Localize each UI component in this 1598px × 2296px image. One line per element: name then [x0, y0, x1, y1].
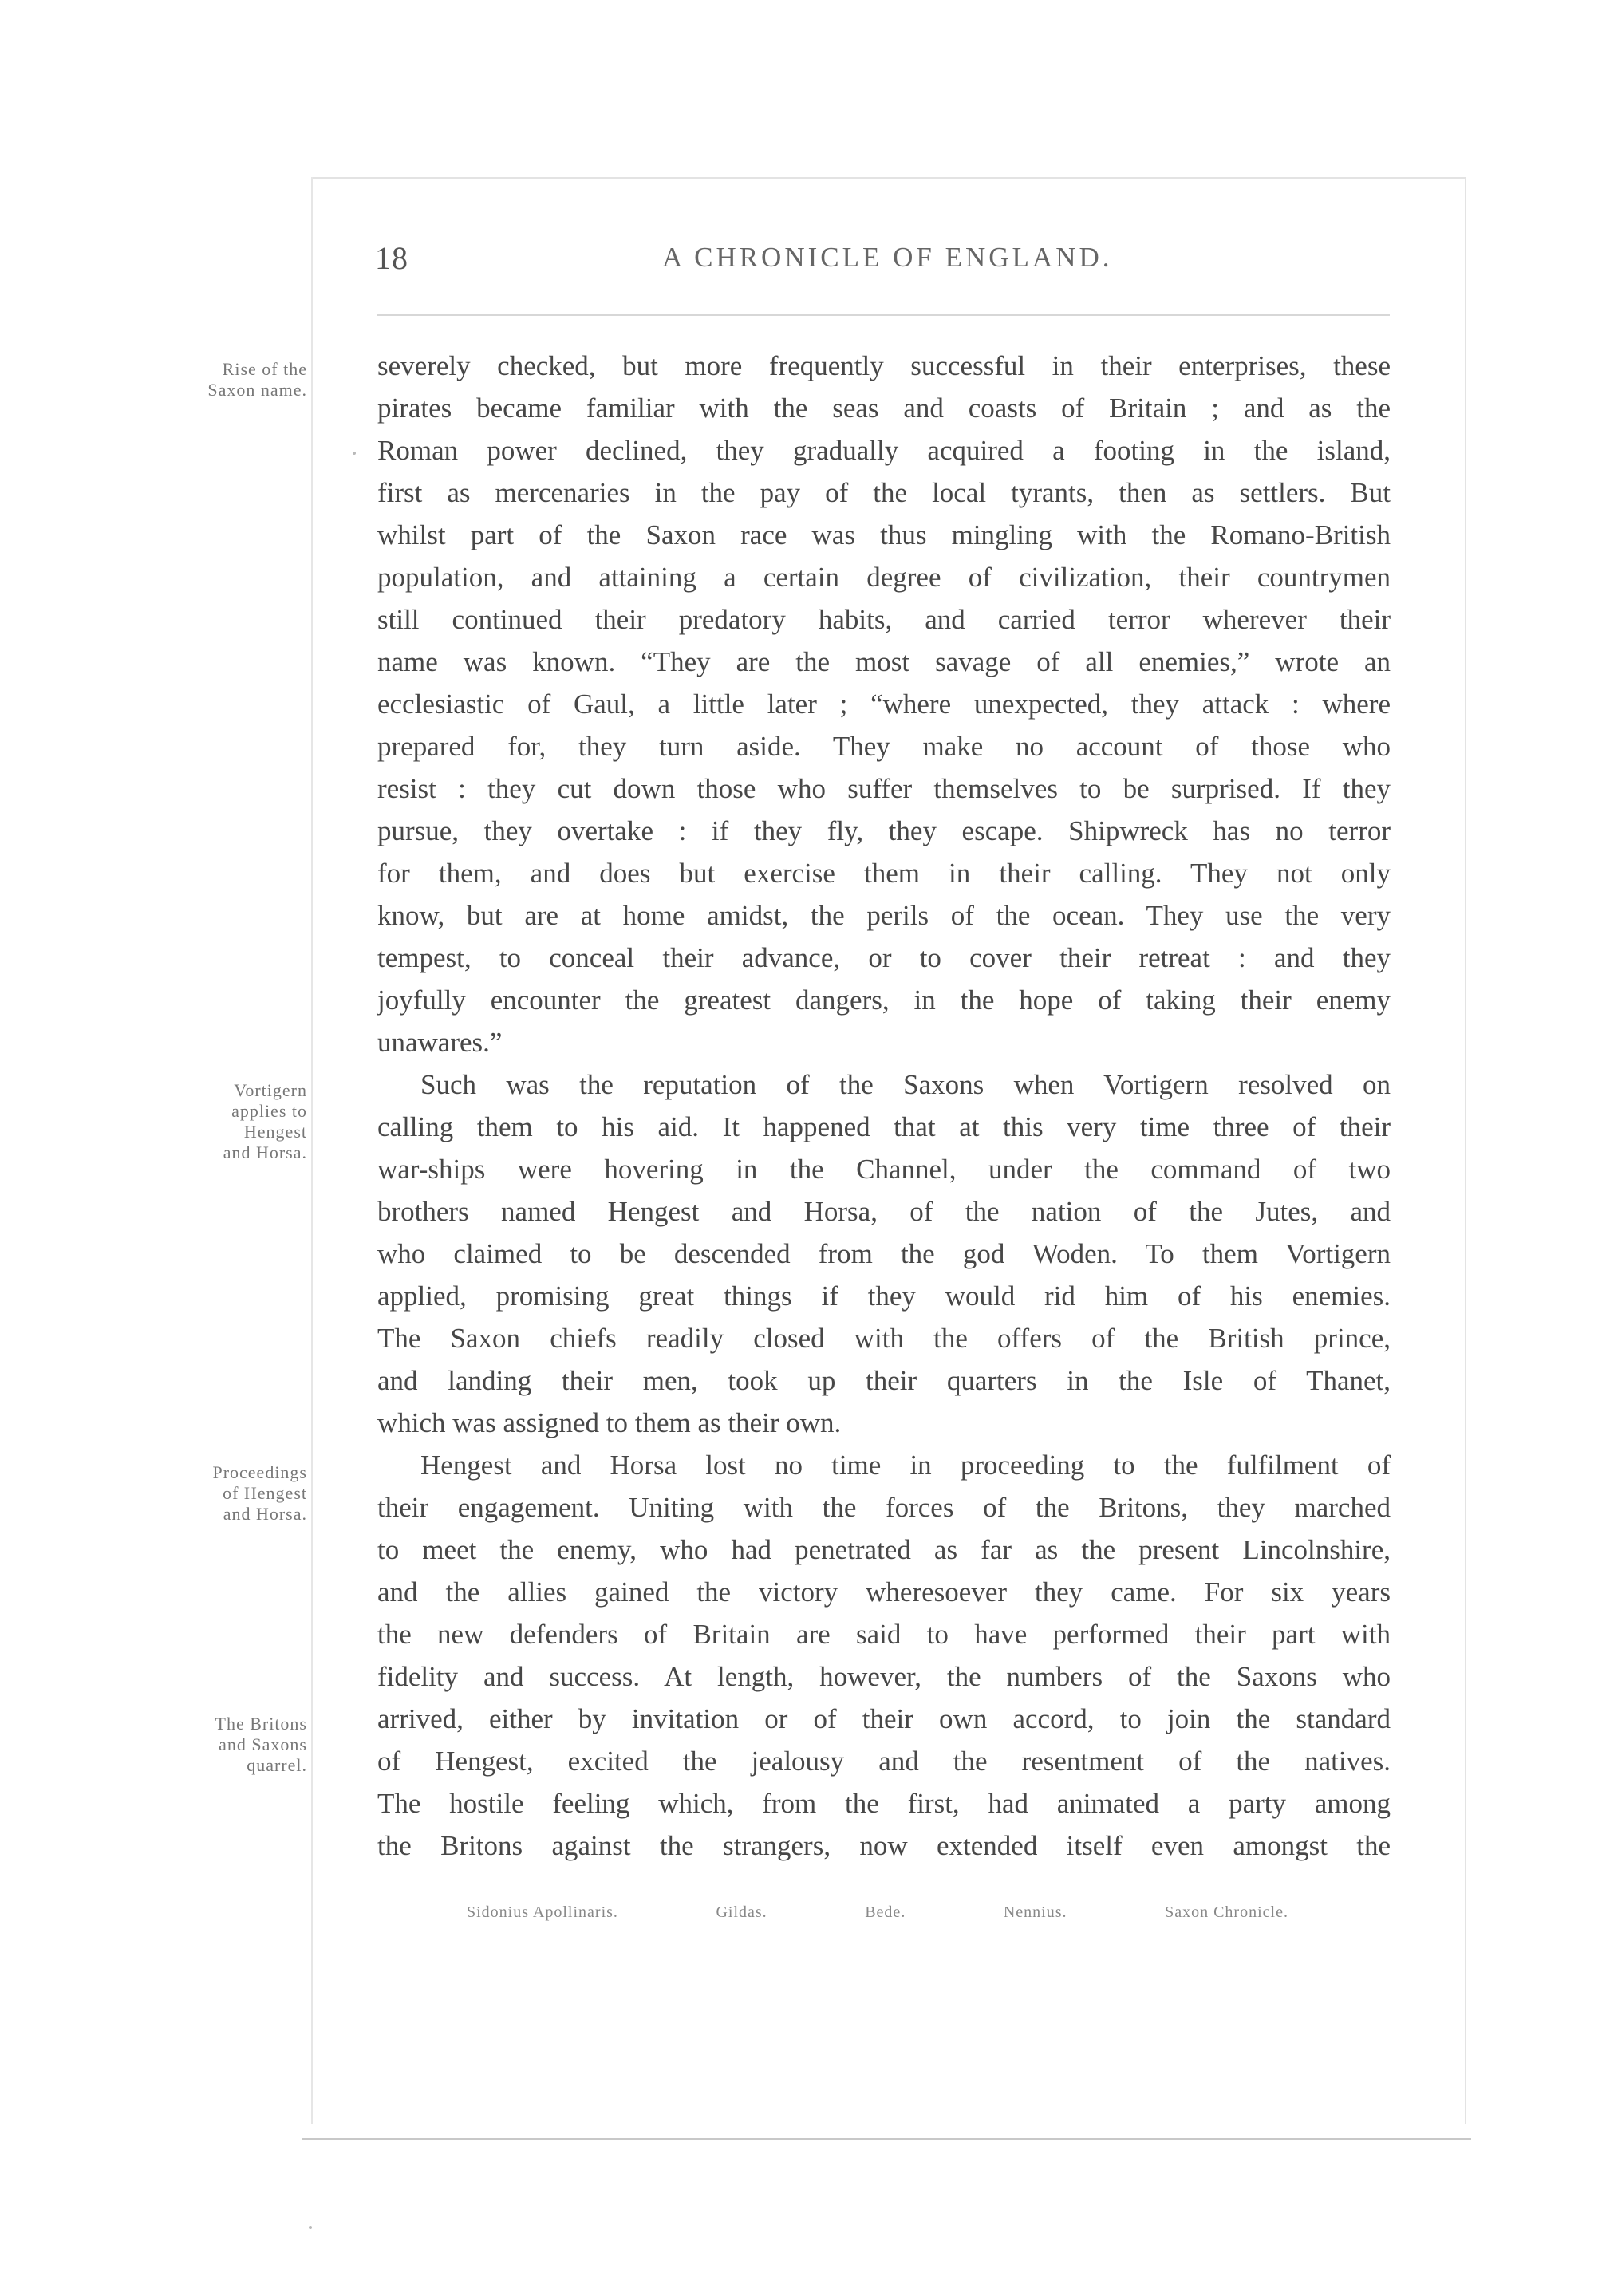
body-line: of Hengest, excited the jealousy and the resentment of the natives.: [377, 1746, 1391, 1777]
frame-top-rule: [311, 177, 1466, 179]
sidenote-proceedings: [156, 1462, 307, 1525]
margin-speck: [309, 2226, 312, 2229]
frame-right-rule: [1465, 177, 1466, 2124]
body-line: Such was the reputation of the Saxons when Vortigern resolved on: [420, 1069, 1391, 1100]
sidenote-line: Hengest: [243, 1122, 307, 1142]
body-line: pursue, they overtake : if they fly, they escape. Shipwreck has no terror: [377, 815, 1391, 846]
sidenote-line: The Britons: [215, 1714, 307, 1734]
body-line: the Britons against the strangers, now extended itself even amongst the: [377, 1830, 1391, 1861]
body-line: still continued their predatory habits, and carried terror wherever their: [377, 604, 1391, 635]
body-line: who claimed to be descended from the god Woden. To them Vortigern: [377, 1238, 1391, 1269]
body-line: for them, and does but exercise them in their calling. They not only: [377, 858, 1391, 889]
source-citation: Saxon Chronicle.: [1165, 1903, 1288, 1921]
source-citations: [467, 1903, 1288, 1922]
body-line: calling them to his aid. It happened that at this very time three of their: [377, 1111, 1391, 1142]
body-line: severely checked, but more frequently successful in their enterprises, these: [377, 350, 1391, 381]
source-citation: Nennius.: [1003, 1903, 1067, 1921]
frame-left-rule: [311, 177, 313, 2124]
body-line: tempest, to conceal their advance, or to cover their retreat : and they: [377, 942, 1391, 973]
body-line: Roman power declined, they gradually acquired a footing in the island,: [377, 435, 1391, 466]
source-citation: Sidonius Apollinaris.: [467, 1903, 618, 1921]
body-line: pirates became familiar with the seas and coasts of Britain ; and as the: [377, 393, 1391, 424]
body-line: prepared for, they turn aside. They make no account of those who: [377, 731, 1391, 762]
margin-speck: [353, 452, 356, 455]
body-line: applied, promising great things if they would rid him of his enemies.: [377, 1280, 1391, 1312]
sidenote-line: applies to: [231, 1101, 307, 1121]
sidenote-line: and Horsa.: [223, 1142, 307, 1162]
body-line: the new defenders of Britain are said to have performed their part with: [377, 1619, 1391, 1650]
body-line: first as mercenaries in the pay of the local tyrants, then as settlers. But: [377, 477, 1391, 508]
sidenote-line: of Hengest: [223, 1483, 307, 1503]
sidenote-line: Proceedings: [212, 1462, 307, 1482]
body-line: their engagement. Uniting with the forces of the Britons, they marched: [377, 1492, 1391, 1523]
frame-bottom-rule: [302, 2138, 1471, 2140]
sidenote-britons-saxons-quarrel: [156, 1714, 307, 1776]
body-line: unawares.”: [377, 1027, 503, 1058]
body-line: and landing their men, took up their quarters in the Isle of Thanet,: [377, 1365, 1391, 1396]
body-line: joyfully encounter the greatest dangers, in the hope of taking their enemy: [377, 984, 1391, 1016]
body-line: arrived, either by invitation or of their own accord, to join the standard: [377, 1703, 1391, 1734]
body-line: The hostile feeling which, from the first, had animated a party among: [377, 1788, 1391, 1819]
sidenote-rise-of-saxon-name: [156, 359, 307, 400]
body-line: brothers named Hengest and Horsa, of the nation of the Jutes, and: [377, 1196, 1391, 1227]
body-line: resist : they cut down those who suffer themselves to be surprised. If they: [377, 773, 1391, 804]
sidenote-vortigern-applies: [156, 1080, 307, 1163]
body-line: The Saxon chiefs readily closed with the offers of the British prince,: [377, 1323, 1391, 1354]
page-number: 18: [375, 240, 408, 276]
sidenote-line: and Saxons: [219, 1734, 307, 1754]
sidenote-line: quarrel.: [247, 1755, 307, 1775]
sidenote-line: Rise of the: [222, 359, 307, 379]
source-citation: Gildas.: [716, 1903, 767, 1921]
source-citation: Bede.: [865, 1903, 906, 1921]
body-line: population, and attaining a certain degree of civilization, their countrymen: [377, 562, 1391, 593]
body-line: whilst part of the Saxon race was thus mingling with the Romano-British: [377, 519, 1391, 550]
body-line: Hengest and Horsa lost no time in proceeding to the fulfilment of: [420, 1450, 1391, 1481]
header-rule: [377, 314, 1390, 316]
sidenote-line: and Horsa.: [223, 1504, 307, 1524]
body-line: name was known. “They are the most savage of all enemies,” wrote an: [377, 646, 1391, 677]
sidenote-line: Saxon name.: [207, 380, 307, 400]
body-line: ecclesiastic of Gaul, a little later ; “where unexpected, they attack : where: [377, 688, 1391, 720]
body-line: to meet the enemy, who had penetrated as far as the present Lincolnshire,: [377, 1534, 1391, 1565]
sidenote-line: Vortigern: [234, 1080, 307, 1100]
body-text: [377, 345, 1391, 1867]
body-line: know, but are at home amidst, the perils of the ocean. They use the very: [377, 900, 1391, 931]
body-line: which was assigned to them as their own.: [377, 1407, 842, 1438]
body-line: and the allies gained the victory wheresoever they came. For six years: [377, 1576, 1391, 1608]
body-line: war-ships were hovering in the Channel, under the command of two: [377, 1154, 1391, 1185]
body-line: fidelity and success. At length, however, the numbers of the Saxons who: [377, 1661, 1391, 1692]
running-title: A CHRONICLE OF ENGLAND.: [662, 242, 1113, 273]
